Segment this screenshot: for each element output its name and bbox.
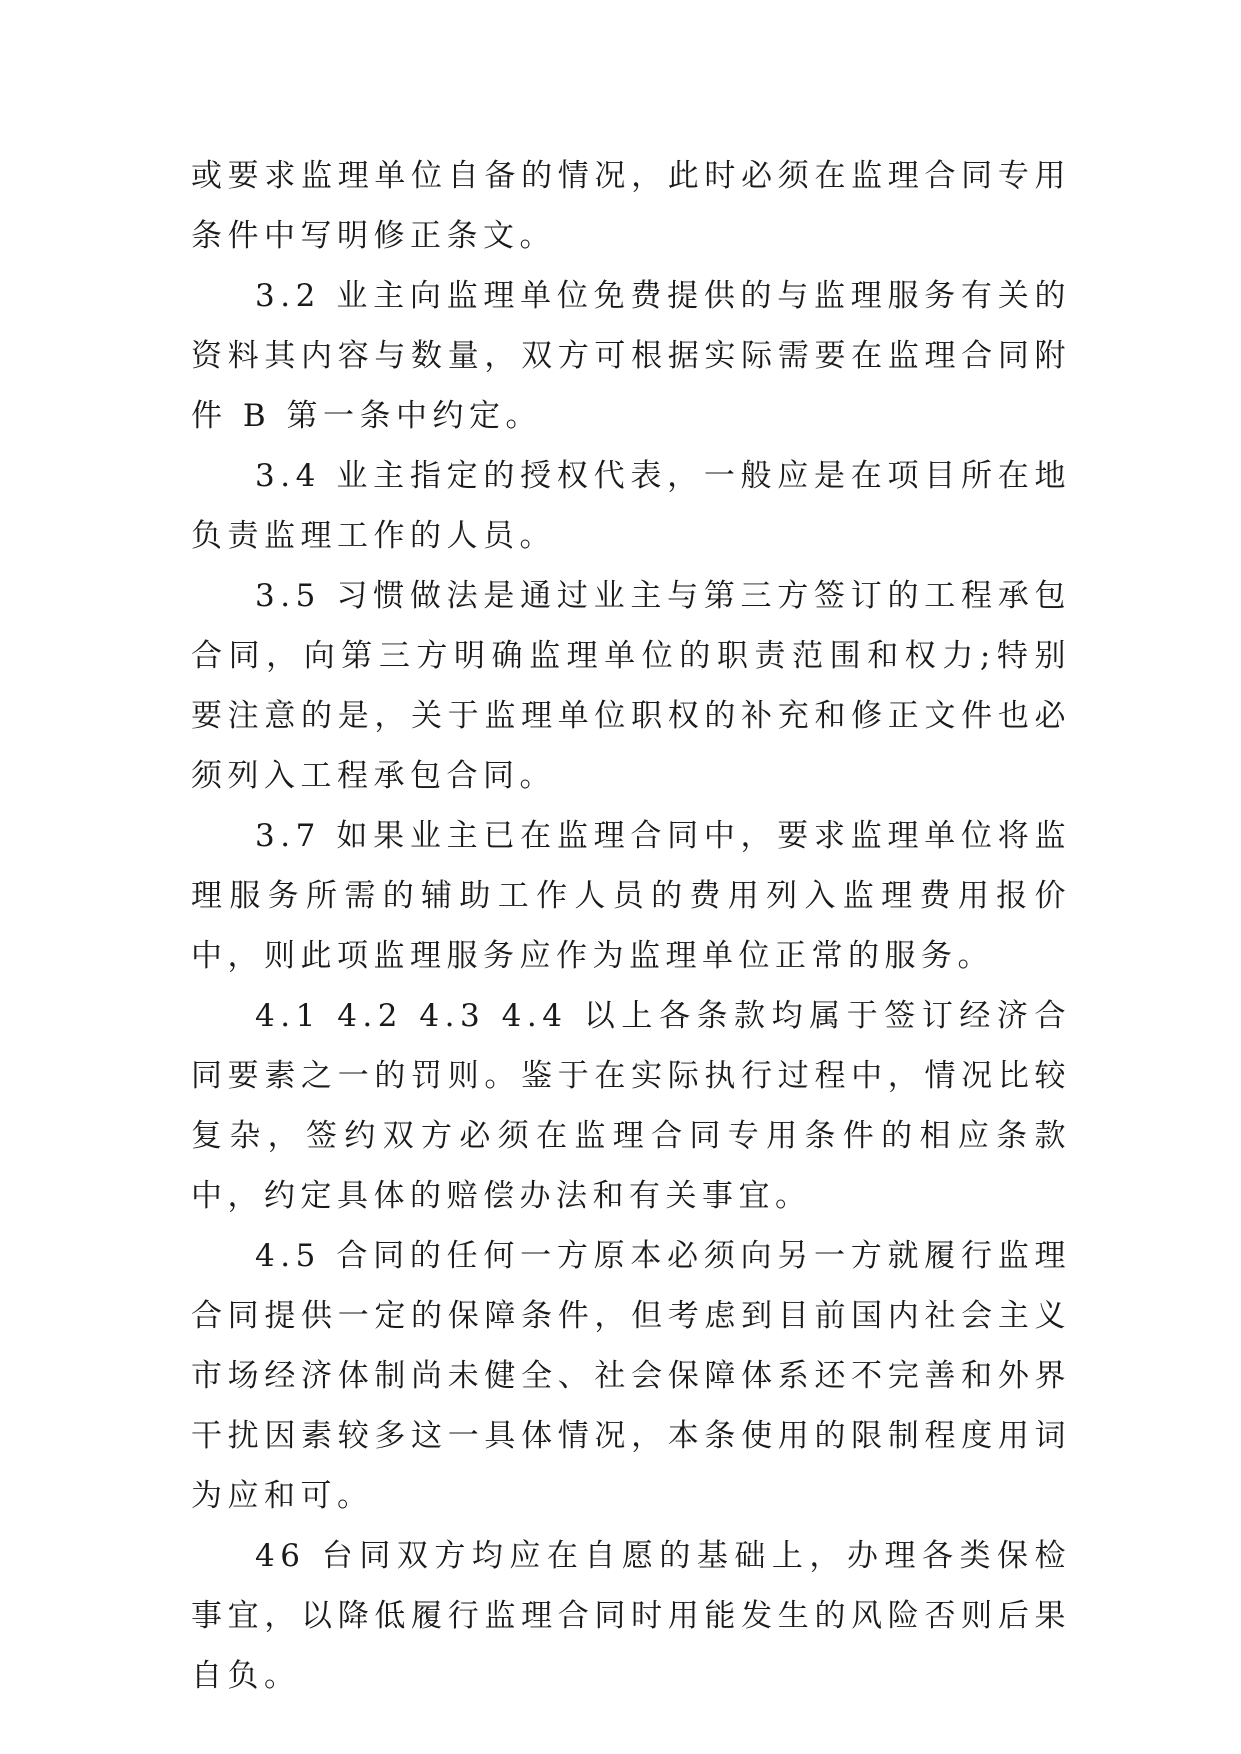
paragraph-continuation: 或要求监理单位自备的情况，此时必须在监理合同专用条件中写明修正条文。 xyxy=(191,158,1071,254)
paragraph-3-7: 3.7 如果业主已在监理合同中，要求监理单位将监理服务所需的辅助工作人员的费用列入监理费用报价中，则此项监理服务应作为监理单位正常的服务。 xyxy=(191,818,1071,974)
paragraph-4-1-to-4-4: 4.1 4.2 4.3 4.4 以上各条款均属于签订经济合同要素之一的罚则。鉴于在实际执行过程中，情况比较复杂，签约双方必须在监理合同专用条件的相应条款中，约定具体的赔偿办法和有关事宜。 xyxy=(191,998,1071,1214)
paragraph-4-6: 46 台同双方均应在自愿的基础上，办理各类保检事宜，以降低履行监理合同时用能发生的风险否则后果自负。 xyxy=(191,1538,1071,1694)
paragraph-3-2: 3.2 业主向监理单位免费提供的与监理服务有关的资料其内容与数量，双方可根据实际需要在监理合同附件 B 第一条中约定。 xyxy=(191,278,1071,434)
paragraph-3-4: 3.4 业主指定的授权代表，一般应是在项目所在地负责监理工作的人员。 xyxy=(191,458,1071,554)
paragraph-4-5: 4.5 合同的任何一方原本必须向另一方就履行监理合同提供一定的保障条件，但考虑到目前国内社会主义市场经济体制尚未健全、社会保障体系还不完善和外界干扰因素较多这一具体情况，本条使用的限制程度用词为应和可。 xyxy=(191,1238,1071,1514)
paragraph-3-5: 3.5 习惯做法是通过业主与第三方签订的工程承包合同，向第三方明确监理单位的职责范围和权力;特别要注意的是，关于监理单位职权的补充和修正文件也必须列入工程承包合同。 xyxy=(191,578,1071,794)
document-page xyxy=(191,146,1071,1706)
